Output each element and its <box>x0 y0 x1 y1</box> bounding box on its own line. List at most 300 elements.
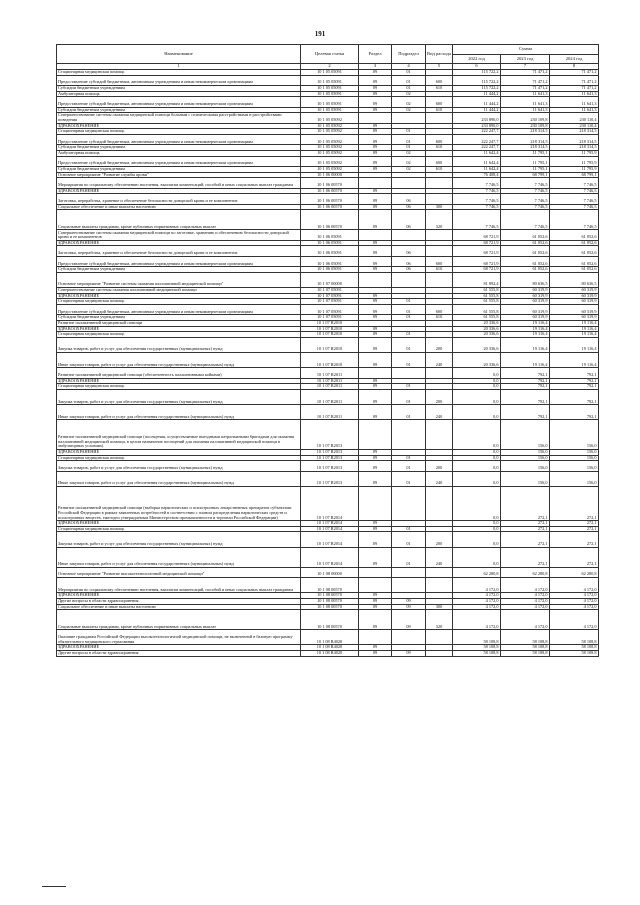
row-expense-type <box>426 651 453 657</box>
row-target-code: 10 1 07 R2014 <box>301 486 359 520</box>
row-name: ЗДРАВООХРАНЕНИЕ <box>57 326 301 332</box>
row-amount-2023: 792,1 <box>501 378 550 384</box>
row-amount-2024: 7 746,5 <box>550 194 599 204</box>
row-amount-2022: 20 336,6 <box>453 353 501 368</box>
row-target-code: 10 1 06 05091 <box>301 256 359 266</box>
row-amount-2024: 230 110,4 <box>550 113 599 123</box>
row-amount-2023: 218 314,5 <box>501 129 550 135</box>
row-amount-2024: 61 052,6 <box>550 240 599 246</box>
row-subsection: 01 <box>392 389 426 404</box>
row-amount-2024: 272,1 <box>550 486 599 520</box>
row-section: 09 <box>359 299 392 305</box>
row-target-code: 10 1 05 05091 <box>301 86 359 92</box>
row-amount-2023: 156,0 <box>501 420 550 450</box>
row-expense-type <box>426 178 453 188</box>
row-target-code: 10 1 07 R2011 <box>301 389 359 404</box>
row-amount-2024: 61 052,6 <box>550 256 599 266</box>
row-expense-type: 320 <box>426 210 453 230</box>
row-amount-2023: 80 636,5 <box>501 272 550 287</box>
row-section: 09 <box>359 332 392 338</box>
row-amount-2024: 792,1 <box>550 384 599 390</box>
row-target-code: 10 1 06 00570 <box>301 204 359 210</box>
row-name: Предоставление субсидий бюджетным, автономным учреждениям и иным некоммерческим организациям <box>57 97 301 107</box>
column-number: 5 <box>426 64 453 70</box>
row-amount-2022: 11 444,2 <box>453 91 501 97</box>
column-number: 1 <box>57 64 301 70</box>
row-expense-type: 300 <box>426 604 453 610</box>
row-amount-2022: 61 555,8 <box>453 299 501 305</box>
row-section <box>359 578 392 593</box>
row-amount-2023: 4 172,0 <box>501 578 550 593</box>
row-name: Социальное обеспечение и иные выплаты населению <box>57 204 301 210</box>
row-amount-2022: 20 336,6 <box>453 326 501 332</box>
row-name: Основное мероприятие "Развитие высокотехнологичной медицинской помощи" <box>57 567 301 577</box>
row-section: 09 <box>359 389 392 404</box>
row-target-code: 10 1 08 00570 <box>301 578 359 593</box>
table-row <box>57 567 599 577</box>
row-subsection: 01 <box>392 384 426 390</box>
row-amount-2023: 4 172,0 <box>501 610 550 630</box>
row-target-code: 10 1 06 00000 <box>301 172 359 178</box>
row-section: 09 <box>359 304 392 314</box>
row-section: 09 <box>359 461 392 471</box>
row-amount-2023: 19 116,4 <box>501 321 550 327</box>
row-section <box>359 567 392 577</box>
row-name: Стационарная медицинская помощь <box>57 129 301 135</box>
row-amount-2024: 68 799,1 <box>550 172 599 178</box>
row-target-code: 10 1 07 R2014 <box>301 526 359 532</box>
row-amount-2022: 0,0 <box>453 384 501 390</box>
row-amount-2022: 58 108,8 <box>453 651 501 657</box>
row-amount-2024: 218 314,5 <box>550 145 599 151</box>
page-number: 191 <box>314 30 326 38</box>
row-amount-2022: 0,0 <box>453 486 501 520</box>
row-subsection: 02 <box>392 167 426 173</box>
row-amount-2022: 7 746,5 <box>453 204 501 210</box>
table-row <box>57 246 599 256</box>
row-name: Заготовка, переработка, хранение и обеспечение безопасности донорской крови и ее компонентов <box>57 246 301 256</box>
header-subsection: Подраздел <box>392 45 426 64</box>
table-row <box>57 651 599 657</box>
row-section: 09 <box>359 86 392 92</box>
row-amount-2024: 11 641,3 <box>550 91 599 97</box>
row-subsection: 01 <box>392 547 426 567</box>
row-amount-2024: 11 795,9 <box>550 156 599 166</box>
row-section <box>359 272 392 287</box>
row-section: 09 <box>359 145 392 151</box>
row-expense-type: 600 <box>426 135 453 145</box>
row-expense-type: 600 <box>426 304 453 314</box>
row-name: Закупка товаров, работ и услуг для обеспечения государственных (муниципальных) нужд <box>57 461 301 471</box>
table-row <box>57 461 599 471</box>
row-amount-2022: 11 642,4 <box>453 167 501 173</box>
table-row <box>57 304 599 314</box>
row-amount-2022: 0,0 <box>453 547 501 567</box>
row-amount-2022: 62 280,8 <box>453 567 501 577</box>
row-subsection: 01 <box>392 332 426 338</box>
row-amount-2023: 68 799,1 <box>501 172 550 178</box>
row-section: 09 <box>359 70 392 76</box>
footer-rule <box>42 886 66 887</box>
row-section <box>359 630 392 645</box>
row-amount-2022: 11 444,2 <box>453 107 501 113</box>
row-amount-2023: 61 052,6 <box>501 240 550 246</box>
row-section: 09 <box>359 129 392 135</box>
row-target-code: 10 1 05 05091 <box>301 75 359 85</box>
row-amount-2024: 7 746,5 <box>550 210 599 230</box>
table-row <box>57 547 599 567</box>
row-name: Субсидии бюджетным учреждениям <box>57 315 301 321</box>
row-subsection: 01 <box>392 353 426 368</box>
row-amount-2023: 272,1 <box>501 526 550 532</box>
row-amount-2023: 7 746,5 <box>501 204 550 210</box>
row-expense-type: 610 <box>426 315 453 321</box>
row-amount-2022: 61 555,8 <box>453 315 501 321</box>
row-target-code: 10 1 05 05092 <box>301 123 359 129</box>
row-amount-2022: 0,0 <box>453 461 501 471</box>
row-subsection <box>392 567 426 577</box>
row-name: Амбулаторная помощь <box>57 151 301 157</box>
row-amount-2022: 4 172,0 <box>453 578 501 593</box>
row-expense-type <box>426 272 453 287</box>
row-section: 09 <box>359 378 392 384</box>
row-subsection: 02 <box>392 91 426 97</box>
row-amount-2022: 0,0 <box>453 532 501 547</box>
row-section: 09 <box>359 521 392 527</box>
row-amount-2023: 60 319,9 <box>501 299 550 305</box>
row-target-code: 10 1 05 05092 <box>301 135 359 145</box>
header-year-2023: 2023 год <box>501 55 550 64</box>
row-section: 09 <box>359 449 392 455</box>
row-target-code: 10 1 07 05091 <box>301 299 359 305</box>
row-amount-2023: 4 172,0 <box>501 593 550 599</box>
row-section: 09 <box>359 135 392 145</box>
row-subsection <box>392 420 426 450</box>
row-amount-2023: 60 319,9 <box>501 315 550 321</box>
row-name: ЗДРАВООХРАНЕНИЕ <box>57 645 301 651</box>
row-amount-2023: 71 471,2 <box>501 86 550 92</box>
row-amount-2024: 19 116,4 <box>550 321 599 327</box>
table-row <box>57 210 599 230</box>
row-amount-2024: 230 110,4 <box>550 123 599 129</box>
row-amount-2023: 58 108,8 <box>501 645 550 651</box>
table-row <box>57 471 599 486</box>
row-target-code: 10 1 05 05092 <box>301 113 359 123</box>
row-amount-2024: 62 280,8 <box>550 567 599 577</box>
row-target-code: 10 1 08 00570 <box>301 598 359 604</box>
table-row <box>57 256 599 266</box>
row-name: Стационарная медицинская помощь <box>57 299 301 305</box>
row-amount-2022: 68 721,9 <box>453 240 501 246</box>
row-amount-2023: 60 319,9 <box>501 288 550 294</box>
row-amount-2024: 61 052,6 <box>550 267 599 273</box>
row-section: 09 <box>359 604 392 610</box>
row-subsection: 01 <box>392 315 426 321</box>
table-body <box>57 70 599 657</box>
row-amount-2022: 115 722,2 <box>453 70 501 76</box>
row-amount-2023: 62 280,8 <box>501 567 550 577</box>
row-name: Закупка товаров, работ и услуг для обеспечения государственных (муниципальных) нужд <box>57 532 301 547</box>
row-target-code: 10 1 06 05091 <box>301 246 359 256</box>
row-target-code: 10 1 07 R2010 <box>301 337 359 352</box>
row-expense-type <box>426 567 453 577</box>
row-expense-type <box>426 246 453 256</box>
row-name: Развитие паллиативной медицинской помощи (обеспеченность паллиативными койками) <box>57 368 301 378</box>
row-amount-2024: 11 641,3 <box>550 97 599 107</box>
row-target-code: 10 1 07 R2010 <box>301 332 359 338</box>
row-target-code: 10 1 05 05092 <box>301 156 359 166</box>
row-subsection: 02 <box>392 97 426 107</box>
row-subsection: 01 <box>392 532 426 547</box>
row-subsection: 02 <box>392 156 426 166</box>
table-row <box>57 194 599 204</box>
row-amount-2023: 11 795,1 <box>501 167 550 173</box>
row-target-code: 10 1 08 00000 <box>301 567 359 577</box>
row-section: 09 <box>359 384 392 390</box>
row-amount-2023: 7 746,5 <box>501 188 550 194</box>
row-target-code: 10 1 07 R2013 <box>301 461 359 471</box>
row-amount-2022: 4 172,0 <box>453 604 501 610</box>
row-amount-2022: 61 555,8 <box>453 293 501 299</box>
row-target-code: 10 1 06 00570 <box>301 178 359 188</box>
row-name: ЗДРАВООХРАНЕНИЕ <box>57 378 301 384</box>
row-section: 09 <box>359 293 392 299</box>
row-amount-2023: 71 471,2 <box>501 75 550 85</box>
row-amount-2023: 11 641,3 <box>501 97 550 107</box>
table-row <box>57 272 599 287</box>
column-number: 7 <box>501 64 550 70</box>
row-amount-2024: 4 172,0 <box>550 604 599 610</box>
row-subsection: 01 <box>392 299 426 305</box>
row-section: 09 <box>359 267 392 273</box>
row-amount-2024: 19 116,4 <box>550 332 599 338</box>
row-target-code: 10 1 07 R2013 <box>301 420 359 450</box>
row-amount-2024: 60 319,9 <box>550 288 599 294</box>
table-row <box>57 97 599 107</box>
row-amount-2023: 4 172,0 <box>501 604 550 610</box>
row-amount-2022: 0,0 <box>453 378 501 384</box>
row-expense-type: 610 <box>426 145 453 151</box>
row-name: Основное мероприятие "Развитие службы крови" <box>57 172 301 178</box>
table-row <box>57 337 599 352</box>
row-section: 09 <box>359 75 392 85</box>
header-code: Целевая статья <box>301 45 359 64</box>
row-section: 09 <box>359 315 392 321</box>
row-amount-2024: 792,1 <box>550 389 599 404</box>
row-section: 09 <box>359 246 392 256</box>
row-subsection <box>392 230 426 240</box>
row-amount-2024: 156,0 <box>550 461 599 471</box>
header-name: Наименование <box>57 45 301 64</box>
row-name: Субсидии бюджетным учреждениям <box>57 267 301 273</box>
row-section: 09 <box>359 326 392 332</box>
row-amount-2024: 11 795,9 <box>550 167 599 173</box>
row-amount-2024: 156,0 <box>550 449 599 455</box>
row-name: Предоставление субсидий бюджетным, автономным учреждениям и иным некоммерческим организациям <box>57 256 301 266</box>
row-amount-2023: 792,1 <box>501 368 550 378</box>
row-target-code: 10 1 07 R2014 <box>301 521 359 527</box>
row-target-code: 10 1 07 R2010 <box>301 326 359 332</box>
row-amount-2024: 156,0 <box>550 455 599 461</box>
header-year-2022: 2022 год <box>453 55 501 64</box>
row-target-code: 10 1 07 05091 <box>301 304 359 314</box>
row-expense-type <box>426 368 453 378</box>
row-amount-2022: 7 746,5 <box>453 210 501 230</box>
row-section: 09 <box>359 123 392 129</box>
table-row <box>57 389 599 404</box>
row-target-code: 10 1 06 05091 <box>301 230 359 240</box>
row-amount-2023: 58 108,8 <box>501 651 550 657</box>
row-name: Закупка товаров, работ и услуг для обеспечения государственных (муниципальных) нужд <box>57 337 301 352</box>
row-amount-2024: 71 471,2 <box>550 86 599 92</box>
row-section: 09 <box>359 194 392 204</box>
row-amount-2023: 71 471,2 <box>501 70 550 76</box>
row-name: Предоставление субсидий бюджетным, автономным учреждениям и иным некоммерческим организациям <box>57 304 301 314</box>
row-section: 09 <box>359 188 392 194</box>
row-amount-2022: 0,0 <box>453 521 501 527</box>
row-target-code: 10 1 08 R4020 <box>301 645 359 651</box>
row-subsection: 01 <box>392 461 426 471</box>
row-amount-2023: 19 116,4 <box>501 326 550 332</box>
row-amount-2023: 272,1 <box>501 532 550 547</box>
table-row <box>57 420 599 450</box>
row-amount-2023: 272,1 <box>501 521 550 527</box>
row-target-code: 10 1 08 R4020 <box>301 630 359 645</box>
row-name: Совершенствование системы оказания медицинской помощи больным с психическими расстройствами и расстройствами поведения <box>57 113 301 123</box>
row-subsection <box>392 578 426 593</box>
row-amount-2022: 68 721,9 <box>453 267 501 273</box>
row-section: 09 <box>359 167 392 173</box>
row-expense-type: 200 <box>426 389 453 404</box>
row-name: ЗДРАВООХРАНЕНИЕ <box>57 188 301 194</box>
row-amount-2024: 19 116,4 <box>550 337 599 352</box>
row-amount-2024: 4 172,0 <box>550 610 599 630</box>
row-section: 09 <box>359 91 392 97</box>
row-amount-2022: 0,0 <box>453 455 501 461</box>
row-subsection: 09 <box>392 610 426 630</box>
row-amount-2022: 233 890,0 <box>453 113 501 123</box>
row-amount-2022: 0,0 <box>453 471 501 486</box>
row-subsection: 09 <box>392 651 426 657</box>
row-amount-2023: 7 746,5 <box>501 210 550 230</box>
row-amount-2024: 58 108,8 <box>550 630 599 645</box>
row-amount-2022: 58 108,8 <box>453 630 501 645</box>
row-target-code: 10 1 07 R2014 <box>301 547 359 567</box>
row-name: Развитие паллиативной медицинской помощи (выборка наркотических и психотропных лекарственных препаратов субъектами Российской Федерации в рамках заявленных потребностей в соответствии с планом распределения наркотических средств и психотропных веществ, ежегодно утверждаемым Министерством промышленности и торговли Российской Федерации) <box>57 486 301 520</box>
row-amount-2023: 7 746,5 <box>501 178 550 188</box>
row-target-code: 10 1 05 05092 <box>301 167 359 173</box>
row-subsection <box>392 272 426 287</box>
row-section: 09 <box>359 526 392 532</box>
row-amount-2024: 156,0 <box>550 471 599 486</box>
row-target-code: 10 1 08 00570 <box>301 610 359 630</box>
row-name: ЗДРАВООХРАНЕНИЕ <box>57 293 301 299</box>
row-expense-type: 610 <box>426 267 453 273</box>
row-target-code: 10 1 05 05092 <box>301 129 359 135</box>
row-expense-type <box>426 578 453 593</box>
row-target-code: 10 1 07 R2013 <box>301 471 359 486</box>
row-expense-type: 600 <box>426 256 453 266</box>
row-expense-type: 610 <box>426 86 453 92</box>
row-subsection <box>392 178 426 188</box>
row-name: Закупка товаров, работ и услуг для обеспечения государственных (муниципальных) нужд <box>57 389 301 404</box>
table-row <box>57 113 599 123</box>
row-name: Иные закупки товаров, работ и услуг для обеспечения государственных (муниципальных) нужд <box>57 405 301 420</box>
row-expense-type: 610 <box>426 107 453 113</box>
row-amount-2024: 19 116,4 <box>550 353 599 368</box>
budget-table-sheet <box>56 44 598 657</box>
row-target-code: 10 1 05 05092 <box>301 145 359 151</box>
row-section <box>359 486 392 520</box>
row-name: Иные закупки товаров, работ и услуг для обеспечения государственных (муниципальных) нужд <box>57 471 301 486</box>
table-row <box>57 578 599 593</box>
row-section: 09 <box>359 547 392 567</box>
row-amount-2023: 61 052,6 <box>501 267 550 273</box>
row-target-code: 10 1 07 R2011 <box>301 378 359 384</box>
row-subsection: 01 <box>392 405 426 420</box>
row-amount-2023: 156,0 <box>501 471 550 486</box>
row-target-code: 10 1 07 R2011 <box>301 384 359 390</box>
row-amount-2023: 272,1 <box>501 547 550 567</box>
row-amount-2023: 11 641,3 <box>501 107 550 113</box>
row-section: 09 <box>359 455 392 461</box>
row-amount-2024: 61 052,6 <box>550 230 599 240</box>
row-amount-2024: 71 471,2 <box>550 70 599 76</box>
header-expense-type: Вид расхода <box>426 45 453 64</box>
row-target-code: 10 1 07 R2013 <box>301 455 359 461</box>
row-amount-2024: 4 172,0 <box>550 598 599 604</box>
row-expense-type <box>426 630 453 645</box>
row-name: ЗДРАВООХРАНЕНИЕ <box>57 521 301 527</box>
column-number: 6 <box>453 64 501 70</box>
row-target-code: 10 1 05 05091 <box>301 70 359 76</box>
row-target-code: 10 1 06 05091 <box>301 240 359 246</box>
row-target-code: 10 1 07 05091 <box>301 293 359 299</box>
row-name: Социальное обеспечение и иные выплаты населению <box>57 604 301 610</box>
row-amount-2022: 0,0 <box>453 405 501 420</box>
row-amount-2022: 0,0 <box>453 368 501 378</box>
row-subsection: 01 <box>392 337 426 352</box>
row-amount-2024: 11 641,3 <box>550 107 599 113</box>
row-target-code: 10 1 07 R2010 <box>301 321 359 327</box>
row-target-code: 10 1 06 00570 <box>301 210 359 230</box>
row-name: Стационарная медицинская помощь <box>57 526 301 532</box>
row-subsection: 06 <box>392 246 426 256</box>
row-section: 09 <box>359 107 392 113</box>
row-amount-2023: 272,1 <box>501 486 550 520</box>
row-expense-type <box>426 230 453 240</box>
row-subsection: 02 <box>392 107 426 113</box>
row-expense-type: 240 <box>426 547 453 567</box>
row-amount-2023: 61 052,6 <box>501 230 550 240</box>
row-name: Стационарная медицинская помощь <box>57 384 301 390</box>
row-section: 09 <box>359 471 392 486</box>
table-row <box>57 135 599 145</box>
row-section <box>359 420 392 450</box>
row-name: Заготовка, переработка, хранение и обеспечение безопасности донорской крови и ее компонентов <box>57 194 301 204</box>
row-section: 09 <box>359 651 392 657</box>
row-target-code: 10 1 08 00570 <box>301 604 359 610</box>
row-amount-2023: 58 108,8 <box>501 630 550 645</box>
row-amount-2024: 61 052,6 <box>550 246 599 256</box>
column-number: 4 <box>392 64 426 70</box>
row-section: 09 <box>359 204 392 210</box>
row-amount-2022: 11 444,2 <box>453 97 501 107</box>
row-amount-2022: 7 746,5 <box>453 194 501 204</box>
row-name: Стационарная медицинская помощь <box>57 455 301 461</box>
row-amount-2024: 218 314,5 <box>550 135 599 145</box>
row-subsection: 09 <box>392 604 426 610</box>
